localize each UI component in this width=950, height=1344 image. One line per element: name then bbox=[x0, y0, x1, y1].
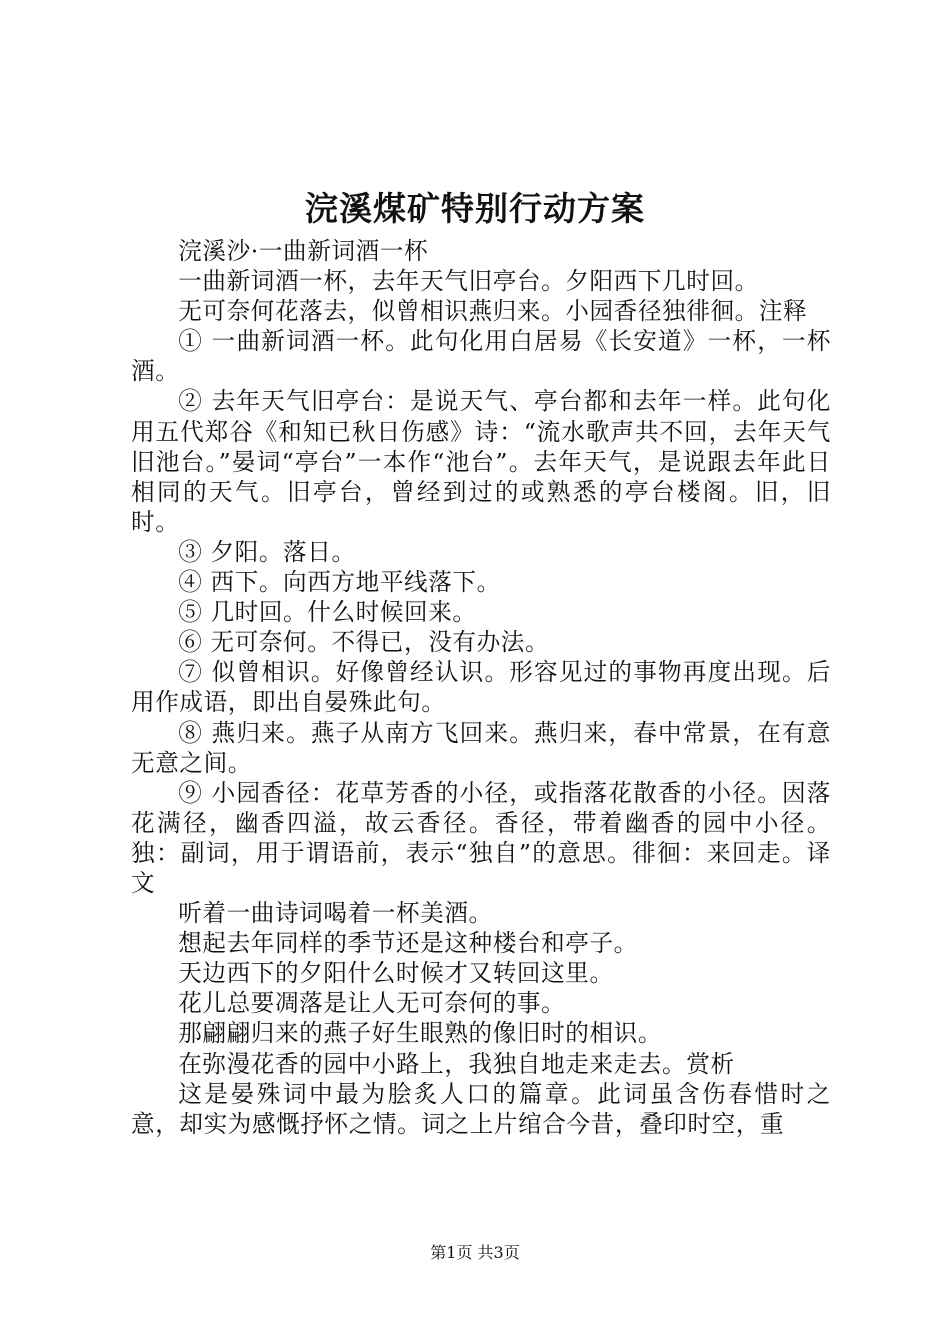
paragraph: 花儿总要凋落是让人无可奈何的事。 bbox=[178, 989, 566, 1018]
paragraph: 天边西下的夕阳什么时候才又转回这里。 bbox=[178, 959, 614, 988]
paragraph: 无可奈何花落去，似曾相识燕归来。小园香径独徘徊。注释 bbox=[178, 297, 808, 326]
paragraph: 想起去年同样的季节还是这种楼台和亭子。 bbox=[178, 929, 638, 958]
paragraph: ⑤ 几时回。什么时候回来。 bbox=[178, 598, 477, 627]
paragraph: ④ 西下。向西方地平线落下。 bbox=[178, 568, 501, 597]
paragraph: ③ 夕阳。落日。 bbox=[178, 537, 356, 566]
paragraph: 这是晏殊词中最为脍炙人口的篇章。此词虽含伤春惜时之意，却实为感慨抒怀之情。词之上片绾合今昔，叠印时空，重 bbox=[131, 1079, 831, 1138]
paragraph: 浣溪沙·一曲新词酒一杯 bbox=[178, 237, 429, 265]
paragraph: ⑦ 似曾相识。好像曾经认识。形容见过的事物再度出现。后用作成语，即出自晏殊此句。 bbox=[131, 658, 831, 717]
document-body bbox=[131, 236, 831, 1139]
paragraph: ⑥ 无可奈何。不得已，没有办法。 bbox=[178, 628, 550, 657]
paragraph: 那翩翩归来的燕子好生眼熟的像旧时的相识。 bbox=[178, 1019, 663, 1048]
paragraph: ② 去年天气旧亭台：是说天气、亭台都和去年一样。此句化用五代郑谷《和知已秋日伤感》诗：“流水歌声共不回，去年天气旧池台。”晏词“亭台”一本作“池台”。去年天气，是说跟去年此日相同的天气。旧亭台，曾经到过的或熟悉的亭台楼阁。旧，旧时。 bbox=[131, 387, 831, 536]
paragraph: ⑨ 小园香径：花草芳香的小径，或指落花散香的小径。因落花满径，幽香四溢，故云香径。香径，带着幽香的园中小径。独：副词，用于谓语前，表示“独自”的意思。徘徊：来回走。译文 bbox=[131, 778, 831, 897]
paragraph: 在弥漫花香的园中小路上，我独自地走来走去。赏析 bbox=[178, 1049, 735, 1078]
page-footer: 第1页 共3页 bbox=[430, 1243, 520, 1262]
paragraph: 一曲新词酒一杯，去年天气旧亭台。夕阳西下几时回。 bbox=[178, 267, 759, 296]
paragraph: ⑧ 燕归来。燕子从南方飞回来。燕归来，春中常景，在有意无意之间。 bbox=[131, 718, 831, 777]
paragraph: 听着一曲诗词喝着一杯美酒。 bbox=[178, 899, 493, 928]
paragraph: ① 一曲新词酒一杯。此句化用白居易《长安道》一杯，一杯酒。 bbox=[131, 327, 831, 386]
page-title: 浣溪煤矿特别行动方案 bbox=[305, 189, 645, 228]
